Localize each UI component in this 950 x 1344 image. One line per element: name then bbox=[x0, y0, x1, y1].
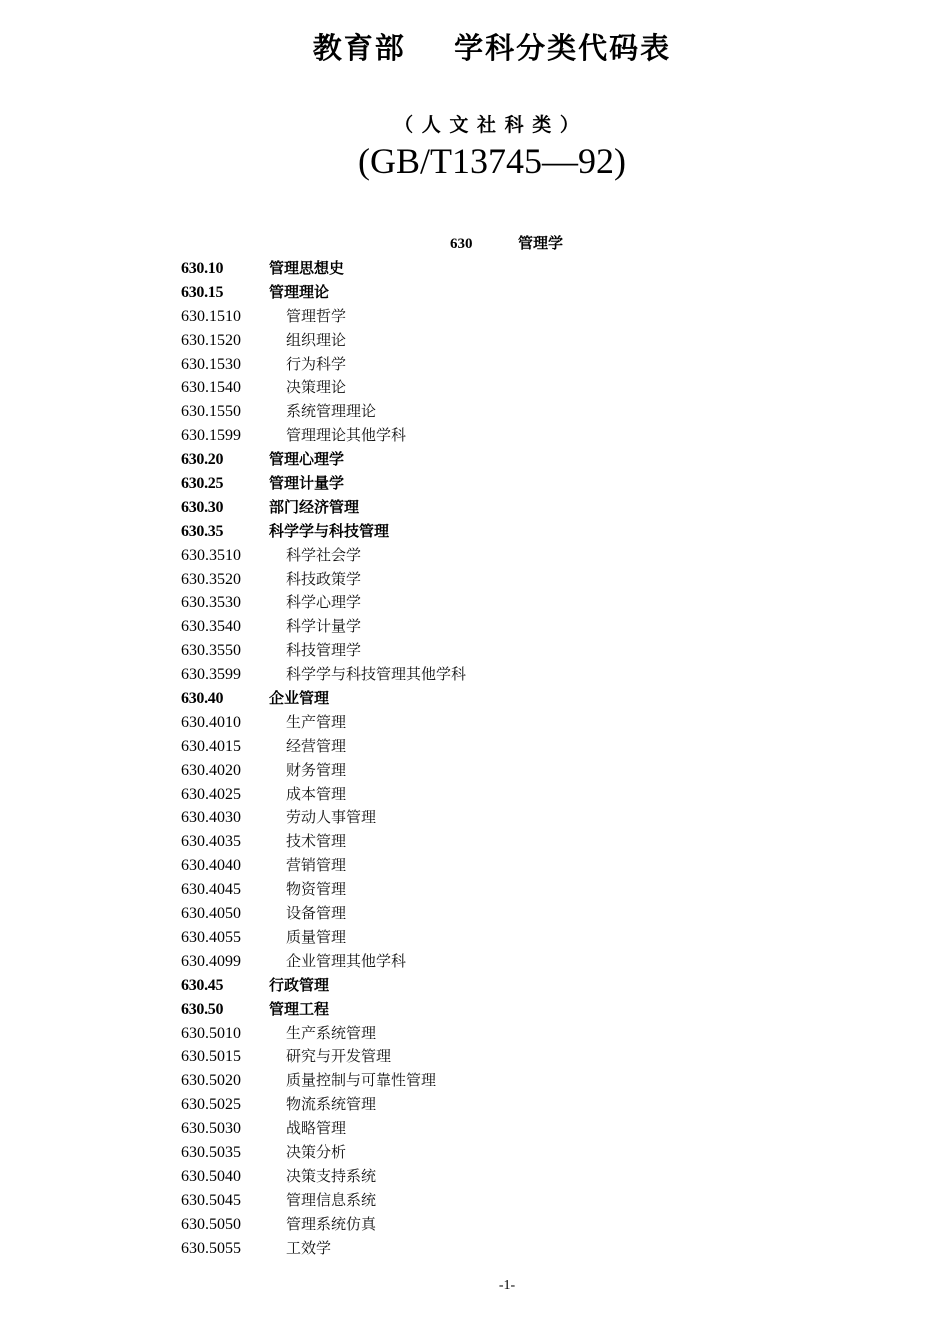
entry-name: 管理理论 bbox=[269, 282, 330, 301]
list-item bbox=[181, 1116, 781, 1140]
discipline-heading bbox=[450, 233, 563, 254]
page-number: -1- bbox=[498, 1278, 516, 1293]
entry-name: 研究与开发管理 bbox=[286, 1047, 392, 1066]
list-item bbox=[181, 997, 781, 1021]
entry-code: 630.5025 bbox=[181, 1096, 241, 1114]
entry-code: 630.5045 bbox=[181, 1191, 241, 1209]
entry-name: 管理心理学 bbox=[269, 450, 345, 469]
list-item bbox=[181, 519, 781, 543]
entry-code: 630.4045 bbox=[181, 881, 241, 899]
entry-code: 630.5040 bbox=[181, 1167, 241, 1185]
list-item bbox=[181, 877, 781, 901]
entry-code: 630.5050 bbox=[181, 1215, 241, 1233]
entry-code: 630.4050 bbox=[181, 905, 241, 923]
list-item bbox=[181, 1212, 781, 1236]
list-item bbox=[181, 543, 781, 567]
entry-code: 630.1540 bbox=[181, 379, 241, 397]
entry-name: 管理哲学 bbox=[286, 306, 347, 325]
entry-code: 630.5035 bbox=[181, 1143, 241, 1161]
entry-name: 科技管理学 bbox=[286, 641, 362, 660]
list-item bbox=[181, 1140, 781, 1164]
entry-name: 行政管理 bbox=[269, 975, 330, 994]
list-item bbox=[181, 1188, 781, 1212]
standard-number: (GB/T13745—92) bbox=[358, 141, 626, 181]
list-item bbox=[181, 423, 781, 447]
entry-name: 部门经济管理 bbox=[269, 497, 360, 516]
entry-code: 630.20 bbox=[181, 451, 224, 469]
entry-name: 企业管理其他学科 bbox=[286, 951, 407, 970]
entry-name: 组织理论 bbox=[286, 330, 347, 349]
list-item bbox=[181, 901, 781, 925]
entry-name: 企业管理 bbox=[269, 689, 330, 708]
entry-name: 科学学与科技管理 bbox=[269, 521, 390, 540]
entry-code: 630.5015 bbox=[181, 1048, 241, 1066]
entry-name: 管理系统仿真 bbox=[286, 1214, 377, 1233]
entry-code: 630.3599 bbox=[181, 666, 241, 684]
entry-name: 生产管理 bbox=[286, 712, 347, 731]
list-item bbox=[181, 782, 781, 806]
entry-name: 质量控制与可靠性管理 bbox=[286, 1071, 437, 1090]
entry-name: 营销管理 bbox=[286, 856, 347, 875]
list-item bbox=[181, 925, 781, 949]
entry-code: 630.3520 bbox=[181, 570, 241, 588]
entry-code: 630.1550 bbox=[181, 403, 241, 421]
entry-code: 630.4010 bbox=[181, 713, 241, 731]
list-item bbox=[181, 567, 781, 591]
entry-name: 管理计量学 bbox=[269, 474, 345, 493]
list-item bbox=[181, 973, 781, 997]
list-item bbox=[181, 1236, 781, 1260]
list-item bbox=[181, 495, 781, 519]
entry-name: 系统管理理论 bbox=[286, 402, 377, 421]
entry-name: 决策分析 bbox=[286, 1142, 347, 1161]
list-item bbox=[181, 280, 781, 304]
list-item bbox=[181, 638, 781, 662]
entry-code: 630.3550 bbox=[181, 642, 241, 660]
list-item bbox=[181, 805, 781, 829]
entry-code: 630.25 bbox=[181, 475, 224, 493]
entry-name: 生产系统管理 bbox=[286, 1023, 377, 1042]
entry-code: 630.40 bbox=[181, 690, 224, 708]
entry-name: 行为科学 bbox=[286, 354, 347, 373]
entry-code: 630.15 bbox=[181, 283, 224, 301]
entry-code: 630.45 bbox=[181, 976, 224, 994]
entry-name: 物资管理 bbox=[286, 880, 347, 899]
list-item bbox=[181, 1021, 781, 1045]
entry-name: 管理理论其他学科 bbox=[286, 426, 407, 445]
page-subtitle: （ 人 文 社 科 类 ） bbox=[394, 114, 580, 136]
entry-name: 财务管理 bbox=[286, 760, 347, 779]
entry-code: 630.4025 bbox=[181, 785, 241, 803]
list-item bbox=[181, 1068, 781, 1092]
list-item bbox=[181, 662, 781, 686]
entry-code: 630.5020 bbox=[181, 1072, 241, 1090]
entry-code: 630.4035 bbox=[181, 833, 241, 851]
entry-name: 成本管理 bbox=[286, 784, 347, 803]
list-item bbox=[181, 304, 781, 328]
entry-name: 物流系统管理 bbox=[286, 1095, 377, 1114]
entry-code: 630.30 bbox=[181, 498, 224, 516]
list-item bbox=[181, 1164, 781, 1188]
entry-code: 630.50 bbox=[181, 1000, 224, 1018]
list-item bbox=[181, 1044, 781, 1068]
classification-list bbox=[181, 256, 781, 1259]
entry-code: 630.5010 bbox=[181, 1024, 241, 1042]
list-item bbox=[181, 829, 781, 853]
entry-code: 630.3510 bbox=[181, 546, 241, 564]
entry-name: 技术管理 bbox=[286, 832, 347, 851]
list-item bbox=[181, 399, 781, 423]
entry-name: 科学心理学 bbox=[286, 593, 362, 612]
list-item bbox=[181, 614, 781, 638]
entry-name: 科学社会学 bbox=[286, 545, 362, 564]
entry-name: 科学学与科技管理其他学科 bbox=[286, 665, 467, 684]
entry-code: 630.4030 bbox=[181, 809, 241, 827]
discipline-code: 630 bbox=[450, 236, 473, 252]
entry-name: 管理工程 bbox=[269, 999, 330, 1018]
entry-name: 质量管理 bbox=[286, 927, 347, 946]
list-item bbox=[181, 710, 781, 734]
entry-code: 630.4040 bbox=[181, 857, 241, 875]
entry-code: 630.4055 bbox=[181, 928, 241, 946]
entry-code: 630.35 bbox=[181, 522, 224, 540]
entry-name: 劳动人事管理 bbox=[286, 808, 377, 827]
page-title: 教育部 学科分类代码表 bbox=[312, 31, 672, 65]
list-item bbox=[181, 471, 781, 495]
entry-code: 630.3530 bbox=[181, 594, 241, 612]
entry-code: 630.1530 bbox=[181, 355, 241, 373]
list-item bbox=[181, 734, 781, 758]
entry-name: 决策理论 bbox=[286, 378, 347, 397]
list-item bbox=[181, 352, 781, 376]
entry-name: 战略管理 bbox=[286, 1119, 347, 1138]
discipline-name: 管理学 bbox=[518, 234, 564, 252]
entry-code: 630.4020 bbox=[181, 761, 241, 779]
entry-code: 630.1599 bbox=[181, 427, 241, 445]
list-item bbox=[181, 686, 781, 710]
entry-name: 经营管理 bbox=[286, 736, 347, 755]
list-item bbox=[181, 758, 781, 782]
list-item bbox=[181, 375, 781, 399]
entry-code: 630.4099 bbox=[181, 952, 241, 970]
list-item bbox=[181, 949, 781, 973]
entry-name: 工效学 bbox=[286, 1238, 332, 1257]
list-item bbox=[181, 590, 781, 614]
entry-name: 设备管理 bbox=[286, 904, 347, 923]
entry-code: 630.5030 bbox=[181, 1120, 241, 1138]
entry-code: 630.10 bbox=[181, 260, 224, 277]
list-item bbox=[181, 853, 781, 877]
entry-code: 630.1520 bbox=[181, 331, 241, 349]
list-item bbox=[181, 328, 781, 352]
entry-name: 管理思想史 bbox=[269, 259, 345, 277]
entry-code: 630.3540 bbox=[181, 618, 241, 636]
list-item bbox=[181, 1092, 781, 1116]
entry-name: 决策支持系统 bbox=[286, 1166, 377, 1185]
entry-code: 630.4015 bbox=[181, 737, 241, 755]
entry-name: 管理信息系统 bbox=[286, 1190, 377, 1209]
list-item bbox=[181, 447, 781, 471]
entry-name: 科技政策学 bbox=[286, 569, 362, 588]
entry-code: 630.1510 bbox=[181, 307, 241, 325]
list-item bbox=[181, 256, 781, 280]
entry-name: 科学计量学 bbox=[286, 617, 362, 636]
entry-code: 630.5055 bbox=[181, 1239, 241, 1257]
